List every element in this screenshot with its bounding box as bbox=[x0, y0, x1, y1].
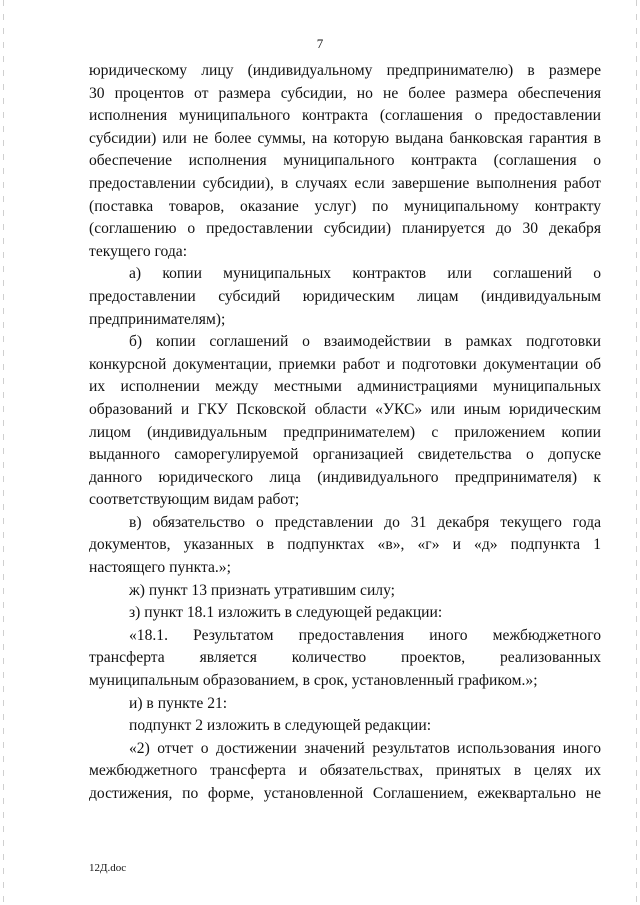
paragraph-line: исполнения муниципального контракта (соглашения о предоставлении bbox=[89, 107, 601, 125]
paragraph-line: субсидии) или не более суммы, на которую выдана банковская гарантия в bbox=[89, 129, 601, 147]
document-body bbox=[89, 60, 601, 806]
item-zh: ж) пункт 13 признать утратившим силу; bbox=[129, 581, 395, 599]
paragraph-line: трансферта является количество проектов, реализованных bbox=[89, 649, 601, 667]
item-i: и) в пункте 21: bbox=[129, 694, 228, 712]
page-number: 7 bbox=[316, 36, 324, 51]
paragraph-line: обеспечение исполнения муниципального контракта (соглашения о bbox=[89, 152, 601, 170]
paragraph-line: (поставка товаров, оказание услуг) по муниципальному контракту bbox=[89, 197, 601, 215]
paragraph-line: текущего года: bbox=[89, 242, 188, 260]
item-b: б) копии соглашений о взаимодействии в рамках подготовки bbox=[129, 333, 601, 351]
paragraph-line: конкурсной документации, приемки работ и подготовки документации об bbox=[89, 355, 601, 373]
paragraph-line: образований и ГКУ Псковской области «УКС» или иным юридическим bbox=[89, 400, 601, 418]
paragraph-line: соответствующим видам работ; bbox=[89, 491, 300, 509]
paragraph-line: предпринимателям); bbox=[89, 310, 226, 328]
paragraph-line: (соглашению о предоставлении субсидии) планируется до 30 декабря bbox=[89, 220, 601, 238]
item-v: в) обязательство о представлении до 31 декабря текущего года bbox=[129, 513, 601, 531]
paragraph-line: предоставлении субсидий юридическим лицам (индивидуальным bbox=[89, 287, 601, 305]
subitem-2-heading: подпункт 2 изложить в следующей редакции: bbox=[129, 717, 432, 735]
paragraph-line: предоставлении субсидии), в случаях если завершение выполнения работ bbox=[89, 174, 601, 192]
footer-file-name: 12Д.doc bbox=[89, 862, 127, 874]
paragraph-line: выданного саморегулируемой организацией свидетельства о допуске bbox=[89, 446, 601, 464]
paragraph-line: лицом (индивидуальным предпринимателем) с приложением копии bbox=[89, 423, 601, 441]
item-z: з) пункт 18.1 изложить в следующей редакции: bbox=[129, 604, 443, 622]
paragraph-line: межбюджетного трансферта и обязательствах, принятых в целях их bbox=[89, 762, 601, 780]
subitem-2-text: «2) отчет о достижении значений результатов использования иного bbox=[129, 739, 601, 757]
paragraph-line: муниципальным образованием, в срок, установленный графиком.»; bbox=[89, 672, 538, 690]
paragraph-line: достижения, по форме, установленной Соглашением, ежеквартально не bbox=[89, 785, 601, 802]
paragraph-line: их исполнении между местными администрациями муниципальных bbox=[89, 378, 601, 396]
scan-left-edge bbox=[3, 0, 4, 905]
paragraph-line: документов, указанных в подпунктах «в», «г» и «д» подпункта 1 bbox=[89, 536, 601, 554]
scan-right-edge bbox=[636, 0, 637, 905]
paragraph-line: 30 процентов от размера субсидии, но не более размера обеспечения bbox=[89, 84, 601, 102]
paragraph-continuation: юридическому лицу (индивидуальному предпринимателю) в размере bbox=[89, 62, 601, 79]
paragraph-line: данного юридического лица (индивидуального предпринимателя) к bbox=[89, 468, 601, 486]
paragraph-line: настоящего пункта.»; bbox=[89, 559, 231, 577]
clause-18-1: «18.1. Результатом предоставления иного межбюджетного bbox=[129, 626, 601, 644]
item-a: а) копии муниципальных контрактов или соглашений о bbox=[129, 265, 601, 283]
